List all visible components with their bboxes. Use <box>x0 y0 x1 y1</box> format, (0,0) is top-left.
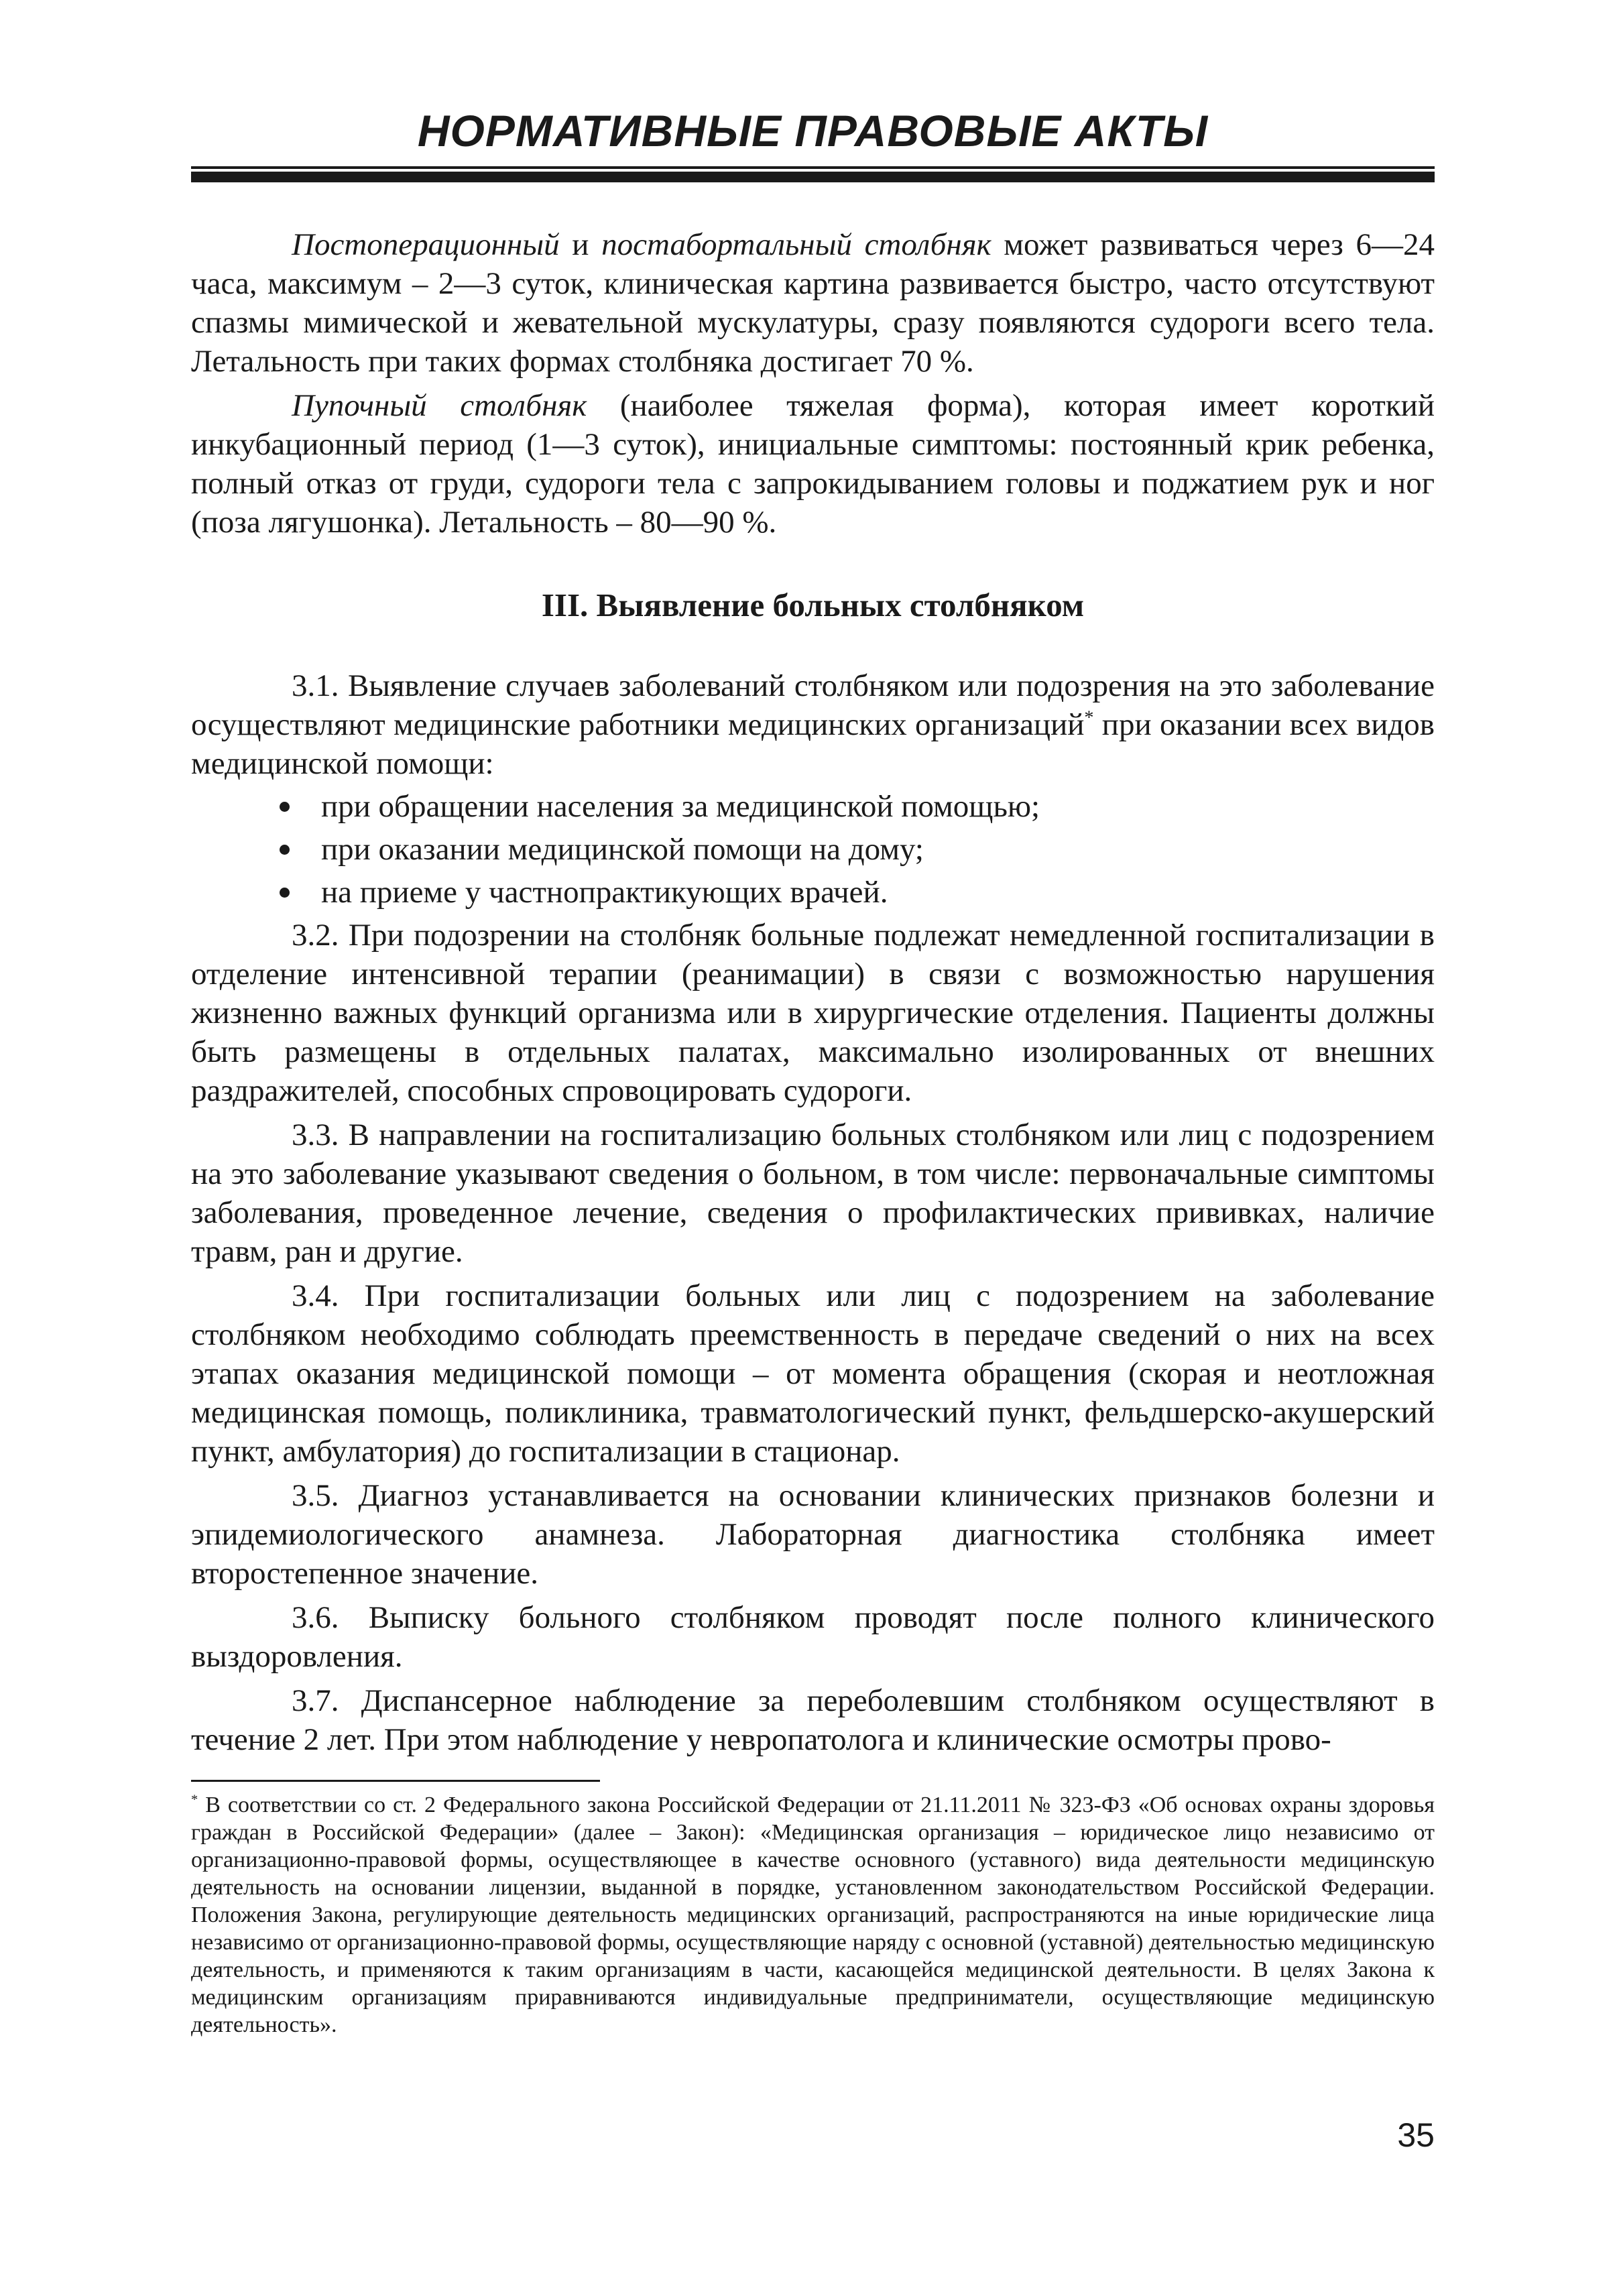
paragraph-text: (наиболее тяжелая форма), которая имеет короткий инкубационный период (1—3 суток), инициальные симптомы: постоянный крик ребенка, полный отказ от груди, судороги тела с запрокидыванием головы и поджатием рук и ног (поза лягушонка). Летальность – 80—90 %. <box>191 388 1435 540</box>
paragraph-3-1 <box>191 666 1435 783</box>
paragraph-text-tail: при оказании всех видов медицинской помощи: <box>191 707 1435 781</box>
footnote-text: В соответствии со ст. 2 Федерального закона Российской Федерации от 21.11.2011 № 323-ФЗ «Об основах охраны здоровья граждан в Российской Федерации» (далее – Закон): «Медицинская организация – юридическое лицо независимо от организационно-правовой формы, осуществляющее в качестве основного (уставного) вида деятельности медицинскую деятельность на основании лицензии, выданной в порядке, установленном законодательством Российской Федерации. Положения Закона, регулирующие деятельность медицинских организаций, распространяются на иные юридические лица независимо от организационно-правовой формы, осуществляющие наряду с основной (уставной) деятельностью медицинскую деятельность, и применяются к таким организациям в части, касающейся медицинской деятельности. В целях Закона к медицинским организациям приравниваются индивидуальные предприниматели, осуществляющие медицинскую деятельность». <box>191 1793 1435 2037</box>
bullet-icon <box>280 802 290 812</box>
list-item <box>280 873 1435 912</box>
paragraph-text: может развиваться через 6—24 часа, максимум – 2—3 суток, клиническая картина развивается быстро, часто отсутствуют спазмы мимической и жевательной мускулатуры, сразу появляются судороги всего тела. Летальность при таких формах столбняка достигает 70 %. <box>191 227 1435 379</box>
footnote <box>191 1791 1435 2039</box>
document-body <box>191 225 1435 1759</box>
page-header <box>191 101 1435 182</box>
list-item <box>280 830 1435 869</box>
footnote-separator <box>191 1780 600 1782</box>
term-conjunction: и <box>559 227 602 262</box>
paragraph-postoperative-tetanus <box>191 225 1435 381</box>
paragraph-3-7: 3.7. Диспансерное наблюдение за переболевшим столбняком осуществляют в течение 2 лет. При этом наблюдение у невропатолога и клинические осмотры прово- <box>191 1683 1435 1757</box>
list-item-text: при оказании медицинской помощи на дому; <box>321 832 924 867</box>
page-number: 35 <box>1397 2116 1435 2154</box>
term-postabortal: постабортальный столбняк <box>601 227 991 262</box>
footnote-reference: * <box>1084 707 1094 729</box>
section-title: III. Выявление больных столбняком <box>541 587 1085 623</box>
list-item <box>280 787 1435 826</box>
paragraph-3-4: 3.4. При госпитализации больных или лиц с подозрением на заболевание столбняком необходимо соблюдать преемственность в передаче сведений о них на всех этапах оказания медицинской помощи – от момента обращения (скорая и неотложная медицинская помощь, поликлиника, травматологический пункт, фельдшерско-акушерский пункт, амбулатория) до госпитализации в стационар. <box>191 1278 1435 1469</box>
list-item-text: при обращении населения за медицинской помощью; <box>321 789 1040 824</box>
paragraph-3-6: 3.6. Выписку больного столбняком проводят после полного клинического выздоровления. <box>191 1600 1435 1674</box>
list-item-text: на приеме у частнопрактикующих врачей. <box>321 875 888 910</box>
paragraph-text: 3.1. Выявление случаев заболеваний столбняком или подозрения на это заболевание осуществляют медицинские работники медицинских организаций <box>191 668 1435 742</box>
paragraph-3-3: 3.3. В направлении на госпитализацию больных столбняком или лиц с подозрением на это заболевание указывают сведения о больном, в том числе: первоначальные симптомы заболевания, проведенное лечение, сведения о профилактических прививках, наличие травм, ран и другие. <box>191 1117 1435 1269</box>
bullet-icon <box>280 845 290 855</box>
paragraph-umbilical-tetanus <box>191 386 1435 542</box>
term-postoperative: Постоперационный <box>292 227 560 262</box>
header-rule-thick <box>191 172 1435 182</box>
paragraph-3-2: 3.2. При подозрении на столбняк больные подлежат немедленной госпитализации в отделение интенсивной терапии (реанимации) в связи с возможностью нарушения жизненно важных функций организма или в хирургические отделения. Пациенты должны быть размещены в отдельных палатах, максимально изолированных от внешних раздражителей, способных спровоцировать судороги. <box>191 918 1435 1108</box>
bullet-list <box>191 787 1435 912</box>
footnote-mark: * <box>191 1792 198 1807</box>
header-rule-thin <box>191 166 1435 169</box>
term-umbilical: Пупочный столбняк <box>292 388 587 423</box>
running-head-title: НОРМАТИВНЫЕ ПРАВОВЫЕ АКТЫ <box>417 106 1209 156</box>
bullet-icon <box>280 888 290 898</box>
paragraph-3-5: 3.5. Диагноз устанавливается на основании клинических признаков болезни и эпидемиологического анамнеза. Лабораторная диагностика столбняка имеет второстепенное значение. <box>191 1478 1435 1591</box>
